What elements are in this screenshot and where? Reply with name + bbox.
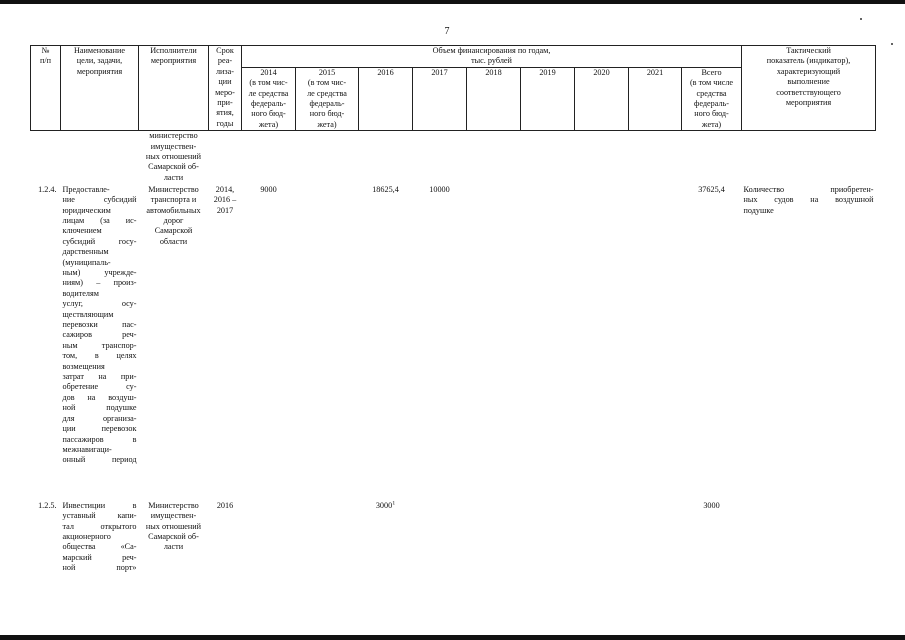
scan-speck [891, 43, 893, 45]
row-total: 3000 [703, 500, 720, 510]
row-2018 [467, 185, 521, 501]
row-2019 [521, 501, 575, 601]
table-row [31, 501, 876, 601]
header-year-2018: 2018 [467, 67, 521, 130]
row-term: 2014, 2016 – 2017 [213, 184, 237, 215]
table-row [31, 185, 876, 501]
row-2021 [629, 185, 682, 501]
row-indicator: Количество приобретен- ных судов на воздушной подушке [743, 184, 874, 215]
header-year-2015: 2015 (в том чис- ле средства федераль- ного бюд- жета) [296, 67, 359, 130]
header-indicator: Тактический показатель (индикатор), характеризующий выполнение соответствующего мероприятия [742, 46, 876, 131]
row-2019 [521, 185, 575, 501]
top-rule [0, 0, 905, 4]
financing-table [30, 45, 876, 601]
header-year-2017: 2017 [413, 67, 467, 130]
header-num: № п/п [31, 46, 61, 131]
row-2017 [413, 501, 467, 601]
continuation-row [31, 131, 876, 185]
header-term: Срок реа- лиза- ции меро- при- ятия, годы [209, 46, 242, 131]
row-number: 1.2.4. [38, 184, 57, 194]
row-2015 [296, 185, 359, 501]
row-2016: 18625,4 [372, 184, 399, 194]
row-executor: Министерство имуществен- ных отношений Самарской об- ласти [145, 500, 202, 552]
header-year-2016: 2016 [359, 67, 413, 130]
row-2021 [629, 501, 682, 601]
row-2017: 10000 [429, 184, 450, 194]
bottom-rule [0, 635, 905, 640]
scan-speck [860, 18, 862, 20]
row-executor: Министерство транспорта и автомобильных дорог Самарской области [146, 184, 201, 246]
row-total: 37625,4 [698, 184, 725, 194]
row-indicator [742, 501, 876, 601]
header-year-2020: 2020 [575, 67, 629, 130]
header-year-2014: 2014 (в том чис- ле средства федераль- ного бюд- жета) [242, 67, 296, 130]
footnote-marker: 1 [392, 500, 396, 507]
header-year-2019: 2019 [521, 67, 575, 130]
row-2015 [296, 501, 359, 601]
row-2014: 9000 [260, 184, 277, 194]
row-name: Инвестиции в уставный капи- тал открытого акционерного общества «Са- марский реч- ной порт» [62, 500, 137, 573]
header-total: Всего (в том числе средства федераль- ного бюд- жета) [682, 67, 742, 130]
header-executor: Исполнители мероприятия [139, 46, 209, 131]
row-2014 [242, 501, 296, 601]
header-name: Наименование цели, задачи, мероприятия [61, 46, 139, 131]
row-term: 2016 [216, 500, 234, 510]
row-name: Предоставле- ние субсидий юридическим лицам (за ис- ключением субсидий госу- дарственным (муниципаль- ным) учрежде- ниям) – произ- водителям услуг, осу- ществляющим перевозки пас- сажиров реч- ным транспор- том, в целях возмещения затрат на при- обретение су- дов на воздуш- ной подушке для организа- ции перевозок пассажиров в межнавигаци- онный период [62, 184, 137, 465]
row-2018 [467, 501, 521, 601]
row-2020 [575, 185, 629, 501]
header-year-2021: 2021 [629, 67, 682, 130]
row-2020 [575, 501, 629, 601]
row-2016: 3000$^1$ [375, 500, 396, 510]
header-financing: Объем финансирования по годам, тыс. рублей [242, 46, 742, 68]
row-number: 1.2.5. [38, 500, 57, 510]
page-number: 7 [444, 26, 450, 37]
continuation-executor: министерство имуществен- ных отношений Самарской об- ласти [145, 131, 202, 182]
